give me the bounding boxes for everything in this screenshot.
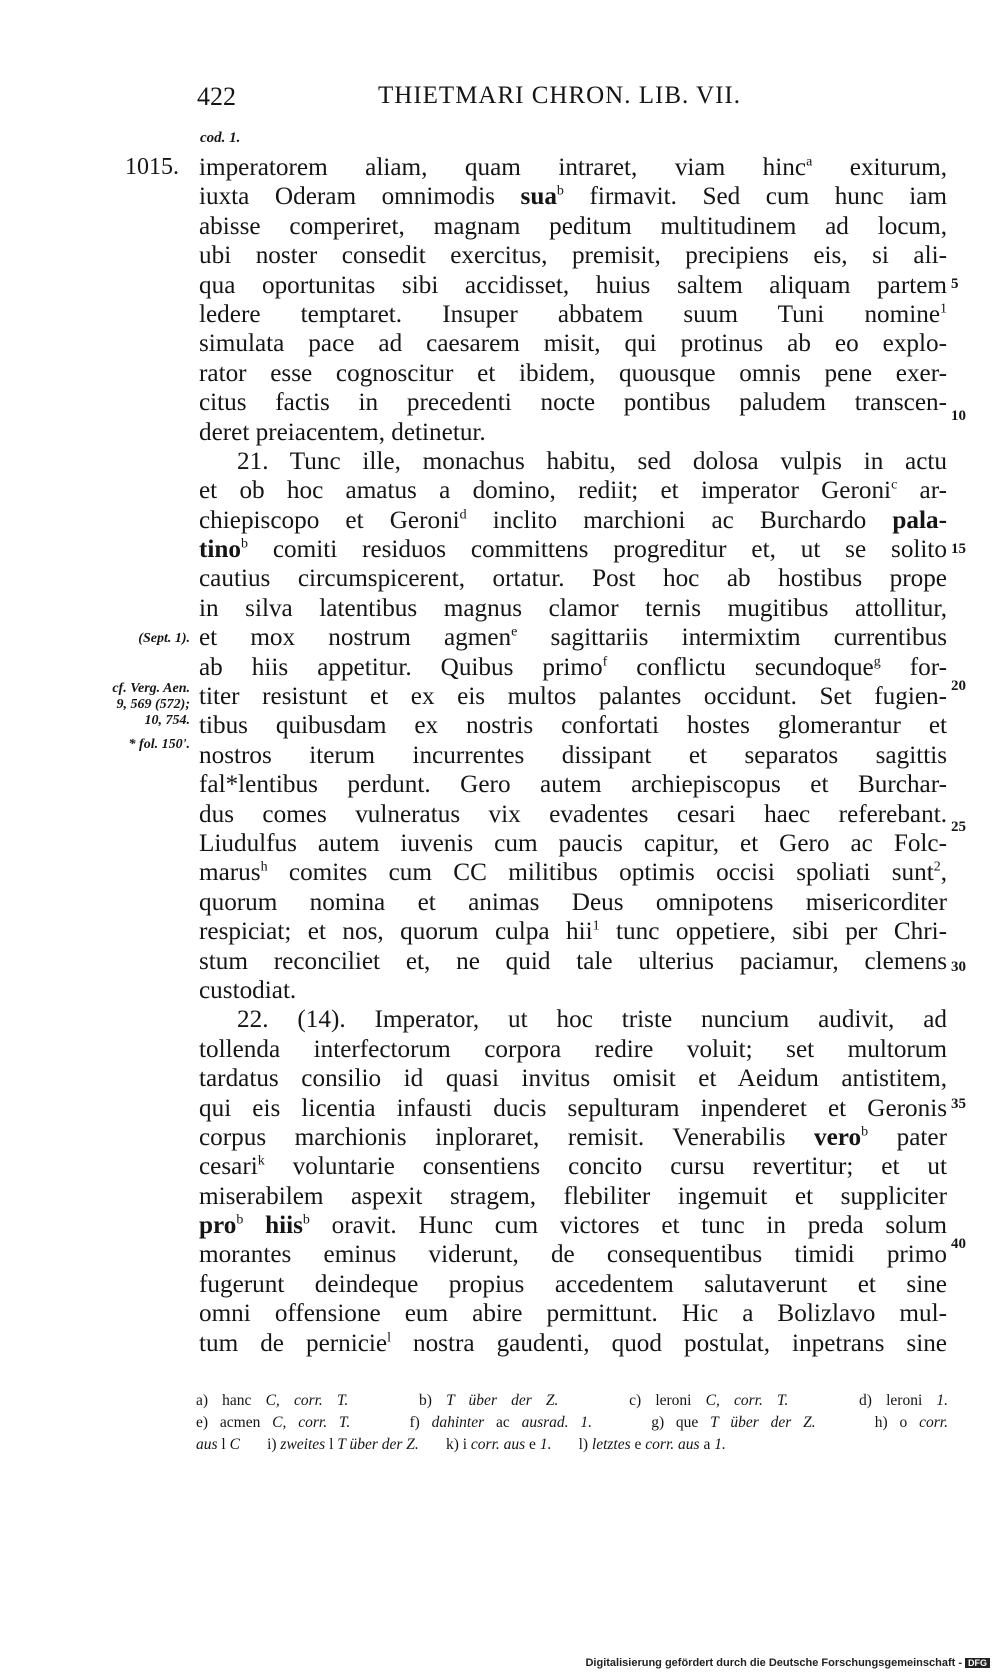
text-line: abisse comperiret, magnam peditum multitudinem ad locum,: [199, 212, 947, 240]
text-line: fal*lentibus perdunt. Gero autem archiepiscopus et Burchar-: [199, 771, 947, 799]
margin-note-reference-2: 9, 569 (572);: [116, 697, 190, 712]
text-line: ab hiis appetitur. Quibus primo$^f$ conflictu secundoque$^g$ for-: [199, 653, 947, 681]
text-line: cesari$^k$ voluntarie consentiens concito cursu revertitur; et ut: [199, 1153, 947, 1181]
year-label: 1015.: [125, 154, 179, 180]
line-number: 25: [951, 819, 966, 835]
text-line: marus$^h$ comites cum CC militibus optimis occisi spoliati sunt$^2$,: [199, 859, 947, 887]
footnote-line: a) hanc C, corr. T. b) T über der Z. c) leroni C, corr. T. d) leroni 1.: [196, 1392, 949, 1409]
margin-note-folio: * fol. 150'.: [128, 737, 190, 752]
text-line: in silva latentibus magnus clamor ternis mugitibus attollitur,: [199, 594, 947, 622]
line-number: 5: [951, 276, 959, 292]
text-line: quorum nomina et animas Deus omnipotens misericorditer: [199, 888, 947, 916]
text-line: 22. (14). Imperator, ut hoc triste nuncium audivit, ad: [237, 1006, 947, 1034]
margin-note-reference-3: 10, 754.: [144, 713, 190, 728]
text-line: cautius circumspicerent, ortatur. Post hoc ab hostibus prope: [199, 565, 947, 593]
text-line: tum de pernicie$^l$ nostra gaudenti, quod postulat, inpetrans sine: [199, 1329, 947, 1357]
line-number: 30: [951, 959, 966, 975]
text-line: et mox nostrum agmen$^e$ sagittariis intermixtim currentibus: [199, 624, 948, 652]
text-line: chiepiscopo et Geroni$^d$ inclito marchioni ac Burchardo pala-: [199, 506, 947, 534]
text-line: custodiat.: [199, 976, 297, 1004]
line-number: 35: [951, 1096, 966, 1112]
text-line: ubi noster consedit exercitus, premisit, precipiens eis, si ali-: [199, 242, 947, 270]
footnote-line: aus l C i) zweites l T über der Z. k) i corr. aus e 1. l) letztes e corr. aus a 1.: [196, 1436, 726, 1453]
dfg-logo: DFG: [965, 1658, 990, 1668]
text-line: miserabilem aspexit stragem, flebiliter ingemuit et suppliciter: [199, 1182, 947, 1210]
text-line: dus comes vulneratus vix evadentes cesari haec referebant.: [199, 800, 947, 828]
text-line: rator esse cognoscitur et ibidem, quousque omnis pene exer-: [199, 359, 947, 387]
text-line: iuxta Oderam omnimodis sua$^b$ firmavit. Sed cum hunc iam: [199, 183, 948, 211]
line-number: 40: [951, 1236, 966, 1252]
page-number: 422: [197, 82, 236, 111]
text-line: imperatorem aliam, quam intraret, viam hinc$^a$ exiturum,: [199, 154, 947, 181]
text-line: qui eis licentia infausti ducis sepulturam inpenderet et Geronis: [199, 1094, 947, 1122]
credit-text: Digitalisierung gefördert durch die Deutsche Forschungsgemeinschaft -: [585, 1657, 962, 1669]
running-title: THIETMARI CHRON. LIB. VII.: [378, 82, 742, 109]
text-line: citus factis in precedenti nocte pontibus paludem transcen-: [199, 389, 947, 417]
text-line: et ob hoc amatus a domino, rediit; et imperator Geroni$^c$ ar-: [199, 477, 947, 505]
text-line: fugerunt deindeque propius accedentem salutaverunt et sine: [199, 1270, 947, 1298]
text-line: titer resistunt et ex eis multos palantes occidunt. Set fugien-: [199, 683, 947, 711]
text-line: 21. Tunc ille, monachus habitu, sed dolosa vulpis in actu: [237, 447, 947, 475]
page-header: [0, 82, 1000, 122]
footnote-line: e) acmen C, corr. T. f) dahinter ac ausrad. 1. g) que T über der Z. h) o corr.: [196, 1414, 948, 1431]
text-line: qua oportunitas sibi accidisset, huius saltem aliquam partem: [199, 271, 947, 299]
text-line: Liudulfus autem iuvenis cum paucis capitur, et Gero ac Folc-: [199, 829, 947, 857]
margin-note-reference-1: cf. Verg. Aen.: [112, 681, 190, 696]
line-number: 20: [951, 678, 966, 694]
digitization-credit: [585, 1657, 990, 1669]
text-line: tino$^b$ comiti residuos committens progreditur et, ut se solito: [199, 536, 947, 564]
text-line: omni offensione eum abire permittunt. Hic a Bolizlavo mul-: [199, 1300, 947, 1328]
text-line: simulata pace ad caesarem misit, qui protinus ab eo explo-: [199, 330, 947, 358]
margin-note-date: (Sept. 1).: [138, 631, 190, 646]
text-line: morantes eminus viderunt, de consequentibus timidi primo: [199, 1241, 947, 1269]
text-line: tibus quibusdam ex nostris confortati hostes glomerantur et: [199, 712, 947, 740]
text-line: stum reconciliet et, ne quid tale ulterius paciamur, clemens: [199, 947, 947, 975]
text-line: ledere temptaret. Insuper abbatem suum Tuni nomine$^1$: [199, 300, 947, 328]
text-line: respiciat; et nos, quorum culpa hii$^1$ tunc oppetiere, sibi per Chri-: [199, 918, 947, 946]
text-line: corpus marchionis inploraret, remisit. Venerabilis vero$^b$ pater: [199, 1123, 947, 1151]
codex-label: cod. 1.: [200, 130, 241, 146]
text-line: nostros iterum incurrentes dissipant et separatos sagittis: [199, 741, 947, 769]
text-line: tollenda interfectorum corpora redire voluit; set multorum: [199, 1035, 947, 1063]
text-line: pro$^b$ hiis$^b$ oravit. Hunc cum victores et tunc in preda solum: [199, 1212, 947, 1240]
text-line: deret preiacentem, detinetur.: [199, 418, 486, 446]
line-number: 10: [951, 408, 966, 424]
line-number: 15: [951, 541, 966, 557]
footnotes: [196, 1390, 948, 1456]
text-line: tardatus consilio id quasi invitus omisit et Aeidum antistitem,: [199, 1065, 947, 1093]
main-text: [199, 153, 947, 1358]
